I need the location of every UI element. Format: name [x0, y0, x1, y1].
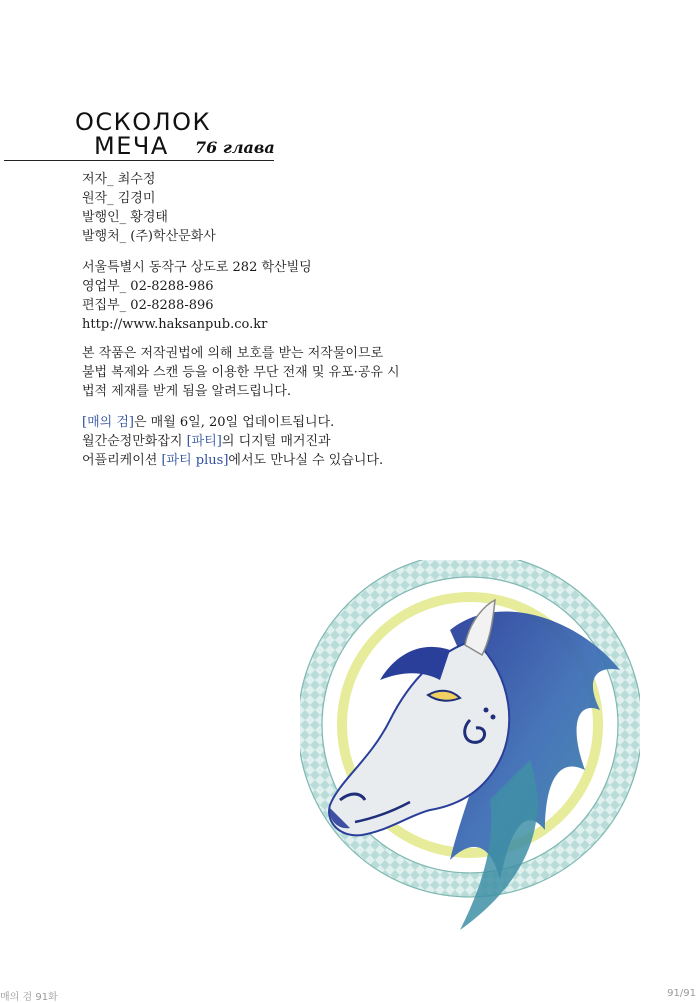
app-tag: [파티 plus] — [161, 453, 229, 468]
copyright-notice — [82, 344, 400, 401]
title-divider — [4, 160, 274, 161]
footer-page-count: 91/91 — [667, 988, 696, 999]
update-text: 월간순정만화잡지 — [82, 434, 187, 449]
title-line-1: ОСКОЛОК — [75, 108, 212, 136]
notice-line: 법적 제재를 받게 됨을 알려드립니다. — [82, 384, 292, 399]
notice-line: 본 작품은 저작권법에 의해 보호를 받는 저작물이므로 — [82, 346, 384, 361]
title-line-2: МЕЧА — [94, 132, 169, 160]
update-text: 에서도 만나실 수 있습니다. — [228, 453, 384, 468]
update-text: 은 매월 6일, 20일 업데이트됩니다. — [133, 415, 335, 430]
update-line-1 — [82, 413, 383, 432]
credits-block — [82, 170, 216, 246]
update-text: 어플리케이션 — [82, 453, 162, 468]
horse-head-mosaic-icon — [300, 560, 640, 950]
original-credit: 원작_ 김경미 — [82, 191, 156, 206]
episode-label: 76 глава — [195, 138, 275, 157]
magazine-tag: [파티] — [186, 434, 222, 449]
editorial-phone: 편집부_ 02-8288-896 — [82, 298, 214, 313]
title-block — [0, 104, 290, 164]
series-title-tag: [매의 검] — [82, 415, 134, 430]
update-info — [82, 413, 383, 470]
address-block — [82, 258, 312, 334]
update-line-3 — [82, 451, 383, 470]
publisher-credit: 발행처_ (주)학산문화사 — [82, 229, 216, 244]
publisher-person-credit: 발행인_ 황경태 — [82, 210, 168, 225]
update-line-2 — [82, 432, 383, 451]
street-address: 서울특별시 동작구 상도로 282 학산빌딩 — [82, 260, 312, 275]
sales-phone: 영업부_ 02-8288-986 — [82, 279, 214, 294]
footer-episode: 매의 검 91화 — [0, 992, 58, 1003]
website-link[interactable]: http://www.haksanpub.co.kr — [82, 317, 268, 332]
update-text: 의 디지털 매거진과 — [221, 434, 331, 449]
author-credit: 저자_ 최수정 — [82, 172, 156, 187]
notice-line: 불법 복제와 스캔 등을 이용한 무단 전재 및 유포·공유 시 — [82, 365, 400, 380]
